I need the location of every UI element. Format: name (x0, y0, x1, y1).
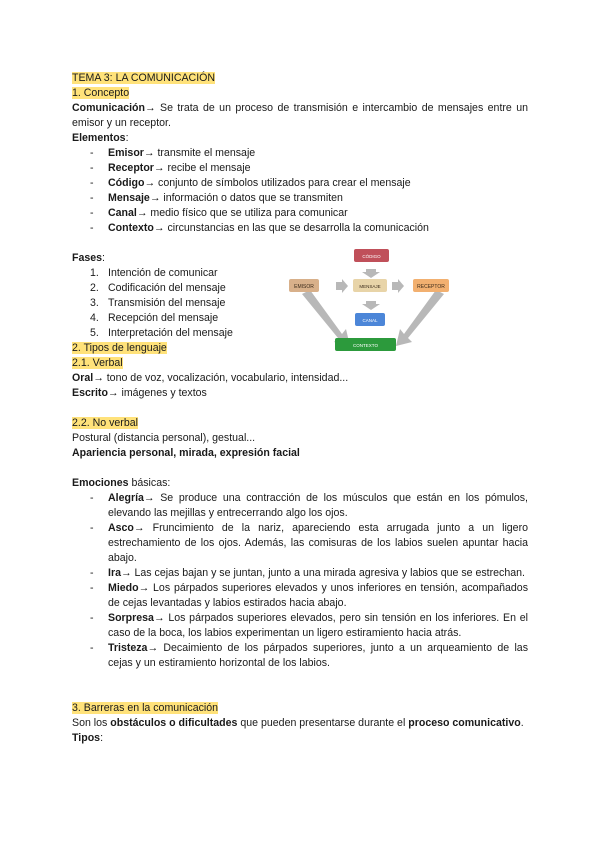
list-item: 5. Interpretación del mensaje (90, 327, 233, 339)
tema-title: TEMA 3: LA COMUNICACIÓN (72, 72, 216, 84)
list-item: - Emisor→ transmite el mensaje (72, 146, 528, 161)
list-item: 2. Codificación del mensaje (90, 282, 226, 294)
list-item: - Mensaje→ información o datos que se transmiten (72, 191, 528, 206)
arrow-right-icon (336, 279, 348, 293)
list-item: - Sorpresa→ Los párpados superiores elevados, pero sin tensión en los inferiores. En el caso de la boca, los labios experimentan un ligero estiramiento hacia atrás. (72, 611, 528, 641)
arrow-down-icon (362, 301, 380, 310)
codigo-label: CÓDIGO (362, 254, 381, 259)
section3-heading: 3. Barreras en la comunicación (72, 702, 219, 714)
list-item: - Miedo→ Los párpados superiores elevados y unos inferiores en tensión, acompañados de cejas levantadas y labios estirados hacia abajo. (72, 581, 528, 611)
arrow-right-icon (392, 279, 404, 293)
receptor-label: RECEPTOR (417, 284, 445, 290)
noverbal-line: Postural (distancia personal), gestual... (72, 432, 256, 444)
fases-label: Fases: (72, 252, 105, 264)
document-page (72, 71, 528, 746)
arrow-down-icon (362, 269, 380, 278)
elementos-label: Elementos: (72, 132, 129, 144)
arrow-diagonal-icon (302, 290, 350, 346)
apariencia-line: Apariencia personal, mirada, expresión facial (72, 447, 300, 459)
elementos-list (72, 146, 528, 236)
list-item: - Canal→ medio físico que se utiliza para comunicar (72, 206, 528, 221)
list-item: 4. Recepción del mensaje (90, 312, 219, 324)
tipos-label: Tipos: (72, 732, 104, 744)
communication-diagram (288, 242, 458, 360)
emociones-label: Emociones básicas: (72, 477, 171, 489)
list-item: - Receptor→ recibe el mensaje (72, 161, 528, 176)
canal-label: CANAL (362, 318, 378, 323)
oral-line: Oral→ tono de voz, vocalización, vocabulario, intensidad... (72, 372, 349, 384)
list-item: - Código→ conjunto de símbolos utilizados para crear el mensaje (72, 176, 528, 191)
mensaje-label: MENSAJE (359, 284, 381, 289)
noverbal-subheading: 2.2. No verbal (72, 417, 138, 429)
comunicacion-definition: Comunicación→ Se trata de un proceso de transmisión e intercambio de mensajes entre un emisor y un receptor. (72, 102, 528, 129)
list-item: 3. Transmisión del mensaje (90, 297, 226, 309)
list-item: - Asco→ Fruncimiento de la nariz, apareciendo esta arrugada junto a un ligero estrechamiento de los ojos. Además, las comisuras de los labios suelen apuntar hacia abajo. (72, 521, 528, 566)
emociones-list (72, 491, 528, 671)
barreras-intro: Son los obstáculos o dificultades que pueden presentarse durante el proceso comunicativo. (72, 717, 524, 729)
escrito-line: Escrito→ imágenes y textos (72, 387, 207, 399)
list-item: - Ira→ Las cejas bajan y se juntan, junto a una mirada agresiva y labios que se estrechan. (72, 566, 528, 581)
section2-heading: 2. Tipos de lenguaje (72, 342, 167, 354)
list-item: 1. Intención de comunicar (90, 267, 218, 279)
section1-heading: 1. Concepto (72, 87, 130, 99)
emisor-label: EMISOR (294, 284, 314, 290)
list-item: - Alegría→ Se produce una contracción de los músculos que están en los pómulos, elevando las mejillas y entrecerrando algo los ojos. (72, 491, 528, 521)
list-item: - Contexto→ circunstancias en las que se desarrolla la comunicación (72, 221, 528, 236)
verbal-subheading: 2.1. Verbal (72, 357, 123, 369)
contexto-label: CONTEXTO (353, 343, 378, 348)
list-item: - Tristeza→ Decaimiento de los párpados superiores, junto a un arqueamiento de las cejas y un estiramiento horizontal de los labios. (72, 641, 528, 671)
arrow-diagonal-icon (396, 290, 444, 346)
